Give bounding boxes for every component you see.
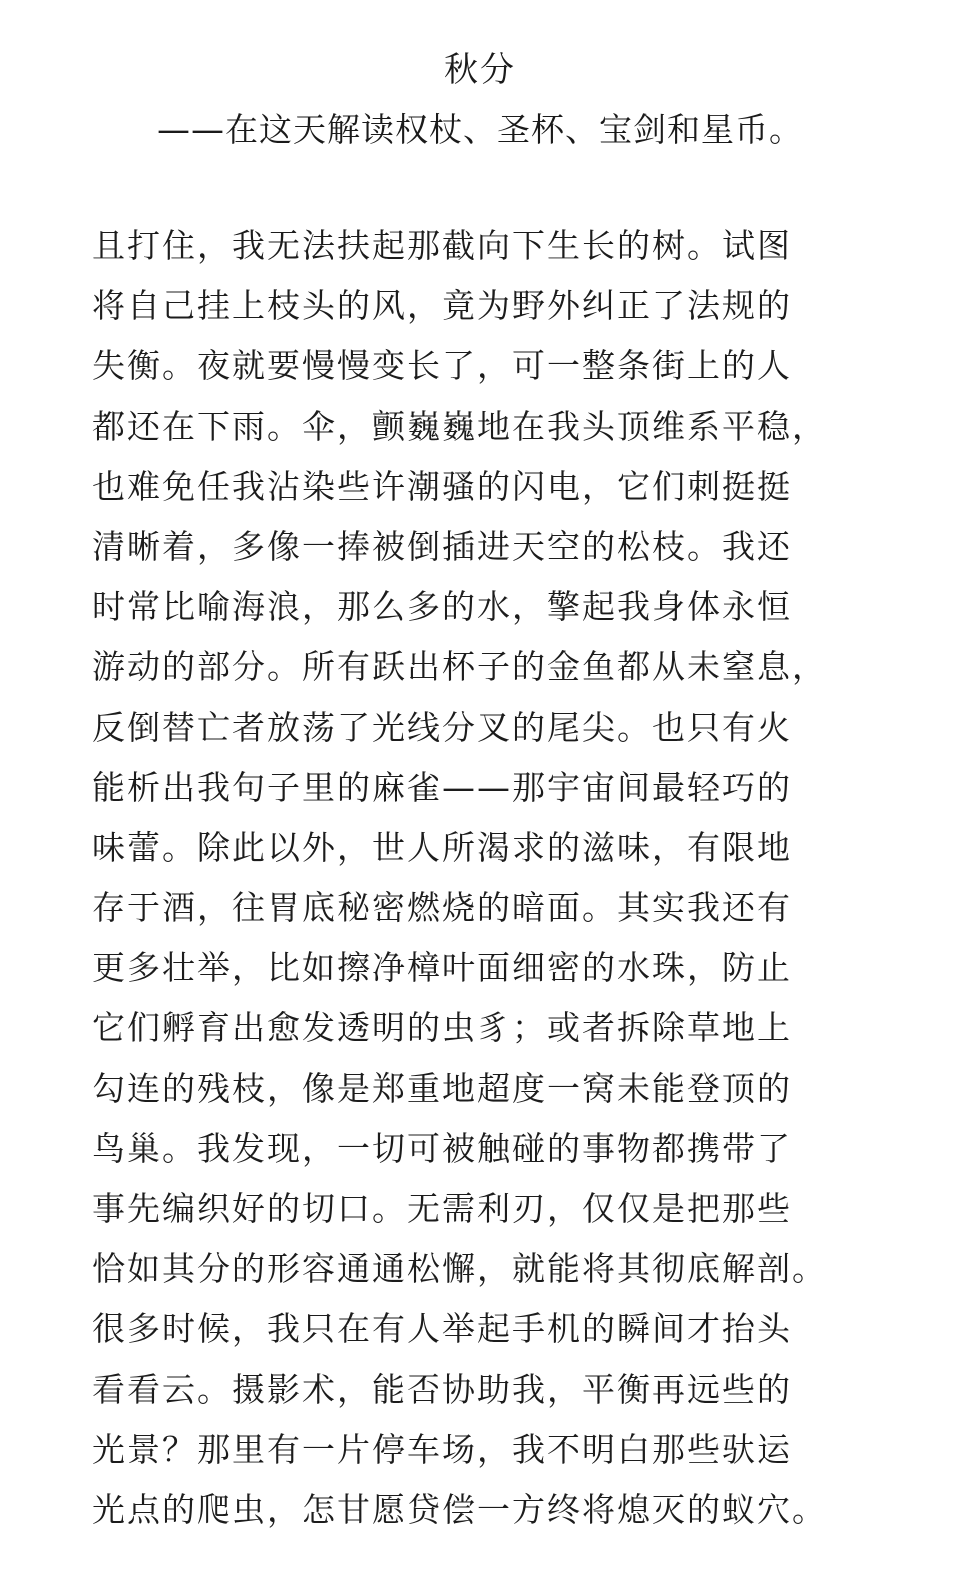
poem-line: 失衡。夜就要慢慢变长了，可一整条街上的人 xyxy=(92,346,792,386)
poem-line: 它们孵育出愈发透明的虫豸；或者拆除草地上 xyxy=(92,1008,792,1048)
poem-line: 能析出我句子里的麻雀——那宇宙间最轻巧的 xyxy=(92,767,792,807)
poem-line: 存于酒，往胃底秘密燃烧的暗面。其实我还有 xyxy=(92,888,792,928)
poem-body xyxy=(92,216,892,1540)
poem-line: 且打住，我无法扶起那截向下生长的树。试图 xyxy=(92,226,792,265)
poem-line: 很多时候，我只在有人举起手机的瞬间才抬头 xyxy=(92,1309,792,1349)
poem-line: 光点的爬虫，怎甘愿贷偿一方终将熄灭的蚁穴。 xyxy=(92,1489,827,1529)
poem-line: 恰如其分的形容通通松懈，就能将其彻底解剖。 xyxy=(92,1249,827,1289)
poem-line: 味蕾。除此以外，世人所渴求的滋味，有限地 xyxy=(92,827,792,867)
poem-line: 事先编织好的切口。无需利刃，仅仅是把那些 xyxy=(92,1189,792,1228)
poem-line: 反倒替亡者放荡了光线分叉的尾尖。也只有火 xyxy=(92,707,792,747)
poem-title: 秋分 xyxy=(444,50,516,90)
poem-line: 看看云。摄影术，能否协助我，平衡再远些的 xyxy=(92,1369,792,1409)
poem-line: 更多壮举，比如擦净樟叶面细密的水珠，防止 xyxy=(92,948,792,988)
poem-subtitle: ——在这天解读权杖、圣杯、宝剑和星币。 xyxy=(157,110,803,149)
poem-line: 将自己挂上枝头的风，竟为野外纠正了法规的 xyxy=(92,286,792,326)
poem-line: 时常比喻海浪，那么多的水，擎起我身体永恒 xyxy=(92,587,792,627)
poem-line: 都还在下雨。伞，颤巍巍地在我头顶维系平稳， xyxy=(92,406,827,446)
poem-line: 清晰着，多像一捧被倒插进天空的松枝。我还 xyxy=(92,526,792,566)
poem-line: 游动的部分。所有跃出杯子的金鱼都从未窒息， xyxy=(92,647,827,687)
poem-line: 也难免任我沾染些许潮骚的闪电，它们刺挺挺 xyxy=(92,466,792,506)
poem-line: 勾连的残枝，像是郑重地超度一窝未能登顶的 xyxy=(92,1068,792,1108)
poem-line: 鸟巢。我发现，一切可被触碰的事物都携带了 xyxy=(92,1128,792,1168)
poem-line: 光景？那里有一片停车场，我不明白那些驮运 xyxy=(92,1429,792,1469)
